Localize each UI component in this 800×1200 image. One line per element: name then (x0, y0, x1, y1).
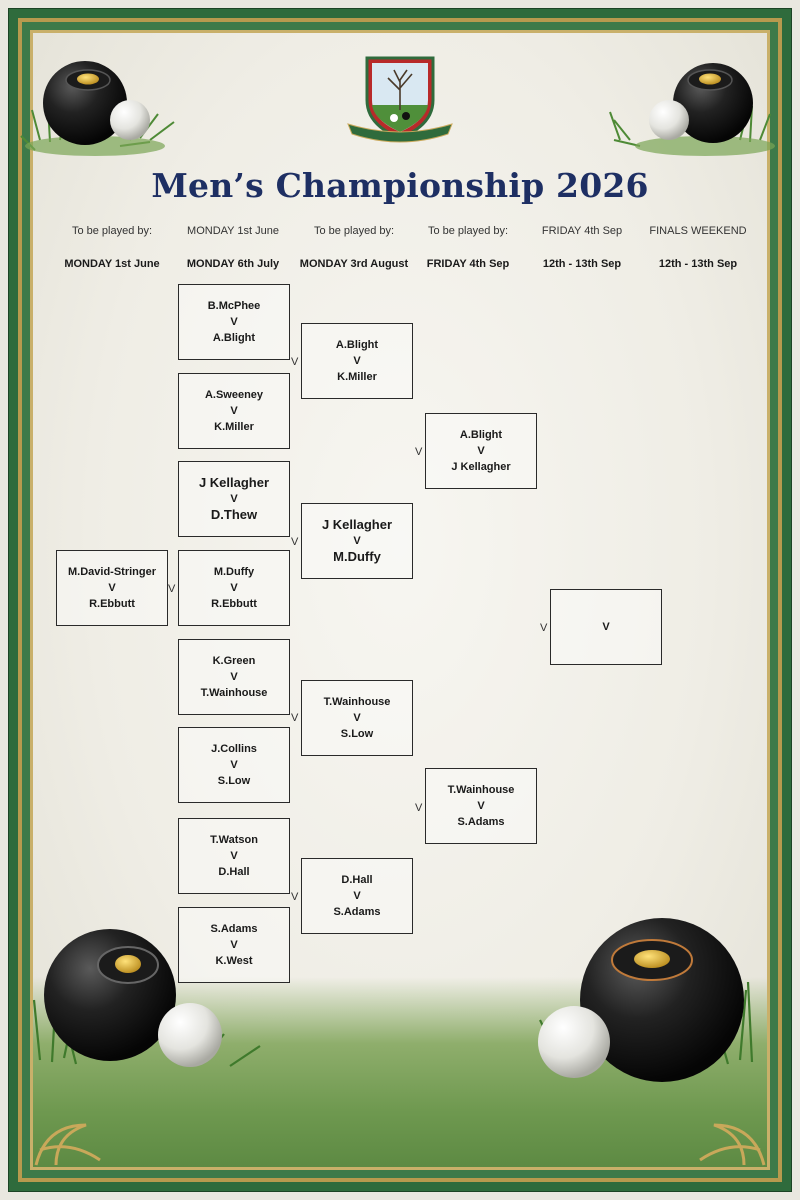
player-name: B.McPhee (207, 300, 261, 312)
page-title: Men’s Championship 2026 (151, 166, 649, 205)
corner-ornament-icon (36, 1125, 100, 1165)
round1-match (178, 461, 290, 537)
round1-match (178, 818, 290, 894)
player-name: J Kellagher (198, 475, 270, 490)
column-header-date: MONDAY 6th July (186, 258, 280, 270)
player-name: T.Wainhouse (323, 696, 391, 708)
player-name: K.West (215, 955, 253, 967)
round1-match (178, 639, 290, 715)
vs-label: V (230, 405, 238, 417)
club-crest-icon (348, 58, 452, 142)
player-name: D.Hall (341, 874, 373, 886)
connector-label: V (291, 712, 299, 724)
connector-label: V (540, 622, 548, 634)
vs-label: V (353, 890, 361, 902)
player-name: K.Green (212, 655, 256, 667)
round1-match (178, 373, 290, 449)
vs-label: V (230, 759, 238, 771)
player-name: S.Adams (333, 906, 381, 918)
player-name: M.Duffy (213, 566, 255, 578)
player-name: D.Hall (218, 866, 250, 878)
column-header-date: MONDAY 3rd August (299, 258, 409, 270)
column-header-top: To be played by: (313, 225, 395, 237)
column-header-top: FRIDAY 4th Sep (541, 225, 623, 237)
player-name: T.Watson (210, 834, 258, 846)
player-name: D.Thew (210, 507, 258, 522)
round1-match (178, 284, 290, 360)
jack-ball-icon (158, 1003, 222, 1067)
vs-label: V (230, 582, 238, 594)
player-name: A.Blight (335, 339, 379, 351)
connector-label: V (291, 356, 299, 368)
column-header-date: MONDAY 1st June (64, 258, 160, 270)
connector-label: V (168, 583, 176, 595)
quarterfinal-match (301, 323, 413, 399)
round1-match (178, 907, 290, 983)
vs-label: V (230, 316, 238, 328)
jack-ball-icon (110, 100, 150, 140)
column-header-top: FINALS WEEKEND (649, 225, 747, 237)
column-header-top: MONDAY 1st June (187, 225, 279, 237)
connector-label: V (291, 891, 299, 903)
connector-label: V (415, 802, 423, 814)
player-name: S.Adams (210, 923, 258, 935)
vs-label: V (230, 939, 238, 951)
player-name: A.Blight (212, 332, 256, 344)
vs-label: V (353, 712, 361, 724)
player-name: T.Wainhouse (447, 784, 515, 796)
quarterfinal-match (301, 503, 413, 579)
round1-match (178, 727, 290, 803)
preliminary-match (56, 550, 168, 626)
column-header-date: 12th - 13th Sep (658, 258, 738, 270)
column-header-top: To be played by: (71, 225, 153, 237)
player-name: J.Collins (211, 743, 257, 755)
semifinal-match (425, 413, 537, 489)
player-name: S.Low (217, 775, 251, 787)
player-name: M.Duffy (333, 549, 381, 564)
vs-label: V (353, 535, 361, 547)
quarterfinal-match (301, 858, 413, 934)
final-match (550, 589, 662, 665)
corner-ornament-icon (700, 1125, 764, 1165)
player-name: R.Ebbutt (211, 598, 257, 610)
player-name: R.Ebbutt (89, 598, 135, 610)
column-header-date: 12th - 13th Sep (542, 258, 622, 270)
vs-label: V (477, 800, 485, 812)
player-name: S.Low (340, 728, 374, 740)
player-name: S.Adams (457, 816, 505, 828)
player-name: K.Miller (337, 371, 377, 383)
player-name: J Kellagher (321, 517, 393, 532)
quarterfinal-match (301, 680, 413, 756)
vs-label: V (230, 850, 238, 862)
jack-ball-icon (538, 1006, 610, 1078)
player-name: M.David-Stringer (67, 566, 156, 578)
semifinal-match (425, 768, 537, 844)
player-name: A.Blight (459, 429, 503, 441)
bowling-bowl-icon (44, 929, 176, 1061)
player-name: T.Wainhouse (200, 687, 268, 699)
connector-label: V (415, 446, 423, 458)
connector-label: V (291, 536, 299, 548)
vs-label: V (230, 671, 238, 683)
vs-label: V (230, 493, 238, 505)
vs-label: V (602, 621, 610, 633)
column-header-top: To be played by: (427, 225, 509, 237)
vs-label: V (477, 445, 485, 457)
round1-match (178, 550, 290, 626)
player-name: J Kellagher (451, 461, 511, 473)
player-name: A.Sweeney (204, 389, 264, 401)
jack-ball-icon (649, 100, 689, 140)
vs-label: V (108, 582, 116, 594)
vs-label: V (353, 355, 361, 367)
column-header-date: FRIDAY 4th Sep (426, 258, 510, 270)
player-name: K.Miller (214, 421, 254, 433)
